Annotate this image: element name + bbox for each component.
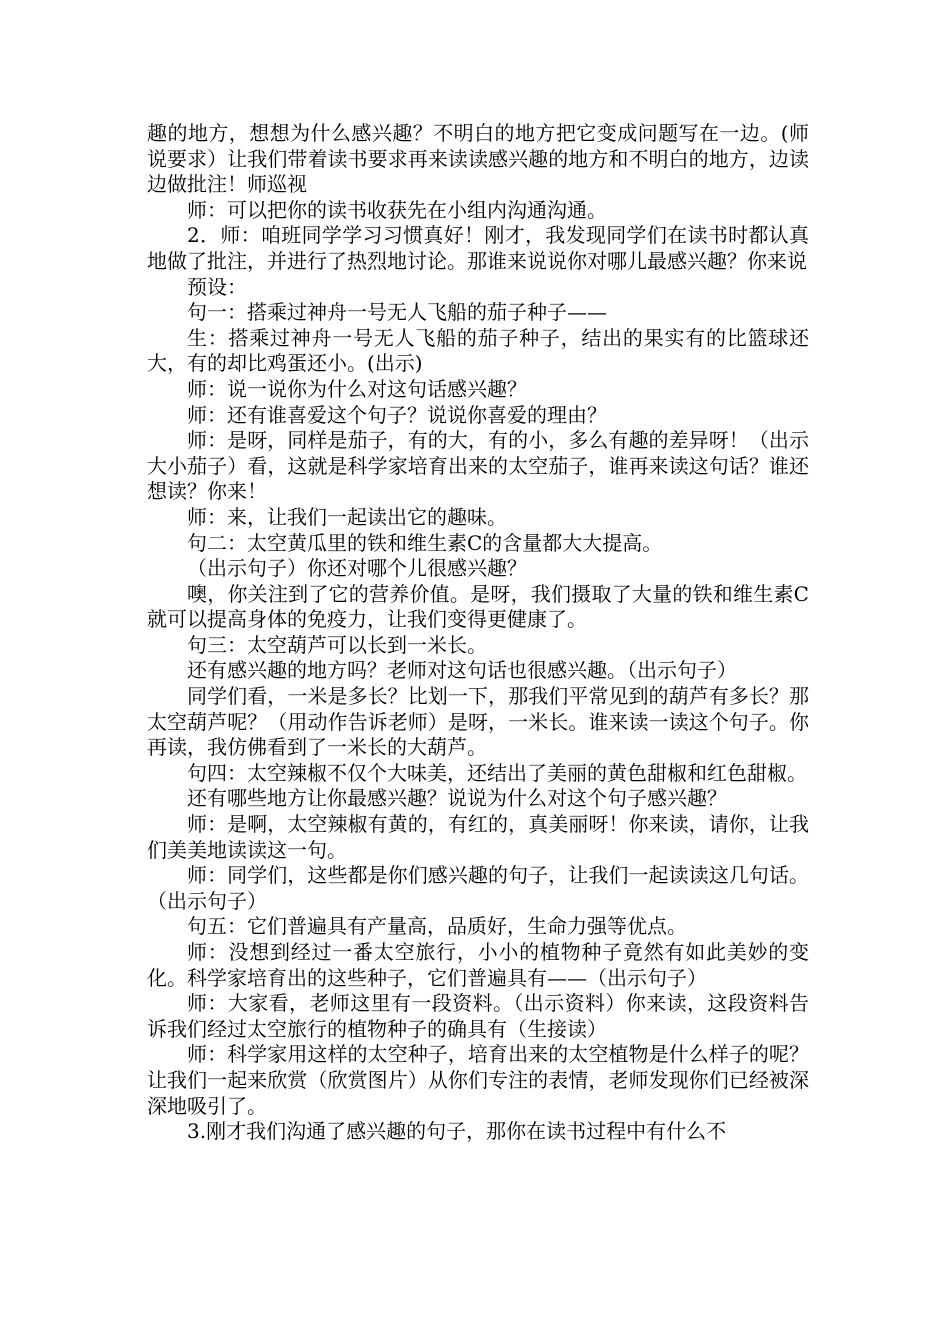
- paragraph-16: 同学们看，一米是多长？比划一下，那我们平常见到的葫芦有多长？那太空葫芦呢？（用动作告诉老师）是呀，一米长。谁来读一读这个句子。你再读，我仿佛看到了一米长的大葫芦。: [147, 684, 809, 760]
- paragraph-22: 师：没想到经过一番太空旅行，小小的植物种子竟然有如此美妙的变化。科学家培育出的这些种子，它们普遍具有——（出示句子）: [147, 940, 809, 990]
- paragraph-6: 生：搭乘过神舟一号无人飞船的茄子种子，结出的果实有的比篮球还大，有的却比鸡蛋还小。(出示): [147, 325, 809, 376]
- paragraph-7: 师：说一说你为什么对这句话感兴趣？: [187, 376, 527, 401]
- paragraph-15: 还有感兴趣的地方吗？老师对这句话也很感兴趣。（出示句子）: [187, 658, 737, 683]
- paragraph-25: 3.刚才我们沟通了感兴趣的句子，那你在读书过程中有什么不: [187, 1119, 727, 1144]
- paragraph-24: 师：科学家用这样的太空种子，培育出来的太空植物是什么样子的呢？让我们一起来欣赏（欣赏图片）从你们专注的表情，老师发现你们已经被深深地吸引了。: [147, 1042, 809, 1118]
- paragraph-9: 师：是呀，同样是茄子，有的大，有的小，多么有趣的差异呀！（出示大小茄子）看，这就是科学家培育出来的太空茄子，谁再来读这句话？谁还想读？你来！: [147, 428, 809, 504]
- paragraph-17: 句四：太空辣椒不仅个大味美，还结出了美丽的黄色甜椒和红色甜椒。: [187, 760, 807, 785]
- paragraph-12: （出示句子）你还对哪个儿很感兴趣？: [187, 556, 527, 581]
- paragraph-21: 句五：它们普遍具有产量高，品质好，生命力强等优点。: [187, 914, 687, 939]
- paragraph-4: 预设：: [187, 274, 247, 299]
- paragraph-23: 师：大家看，老师这里有一段资料。（出示资料）你来读，这段资料告诉我们经过太空旅行的植物种子的确具有（生接读）: [147, 991, 809, 1041]
- paragraph-13: 噢，你关注到了它的营养价值。是呀，我们摄取了大量的铁和维生素C就可以提高身体的免疫力，让我们变得更健康了。: [147, 581, 809, 632]
- paragraph-19: 师：是啊，太空辣椒有黄的，有红的，真美丽呀！你来读，请你，让我们美美地读读这一句。: [147, 812, 809, 862]
- paragraph-10: 师：来，让我们一起读出它的趣味。: [187, 504, 507, 529]
- paragraph-20: 师：同学们，这些都是你们感兴趣的句子，让我们一起读读这几句话。（出示句子）: [147, 863, 809, 913]
- paragraph-1: 趣的地方，想想为什么感兴趣？不明白的地方把它变成问题写在一边。(师说要求）让我们带着读书要求再来读读感兴趣的地方和不明白的地方，边读边做批注！师巡视: [147, 121, 809, 197]
- paragraph-14: 句三：太空葫芦可以长到一米长。: [187, 632, 487, 657]
- paragraph-11: 句二：太空黄瓜里的铁和维生素C的含量都大大提高。: [187, 530, 663, 555]
- paragraph-2: 师：可以把你的读书收获先在小组内沟通沟通。: [187, 197, 607, 222]
- paragraph-8: 师：还有谁喜爱这个句子？说说你喜爱的理由？: [187, 402, 607, 427]
- paragraph-3: 2．师：咱班同学学习习惯真好！刚才，我发现同学们在读书时都认真地做了批注，并进行了热烈地讨论。那谁来说说你对哪儿最感兴趣？你来说: [147, 223, 809, 273]
- paragraph-18: 还有哪些地方让你最感兴趣？说说为什么对这个句子感兴趣？: [187, 786, 727, 811]
- paragraph-5: 句一：搭乘过神舟一号无人飞船的茄子种子——: [187, 300, 607, 325]
- document-body: [147, 121, 809, 1145]
